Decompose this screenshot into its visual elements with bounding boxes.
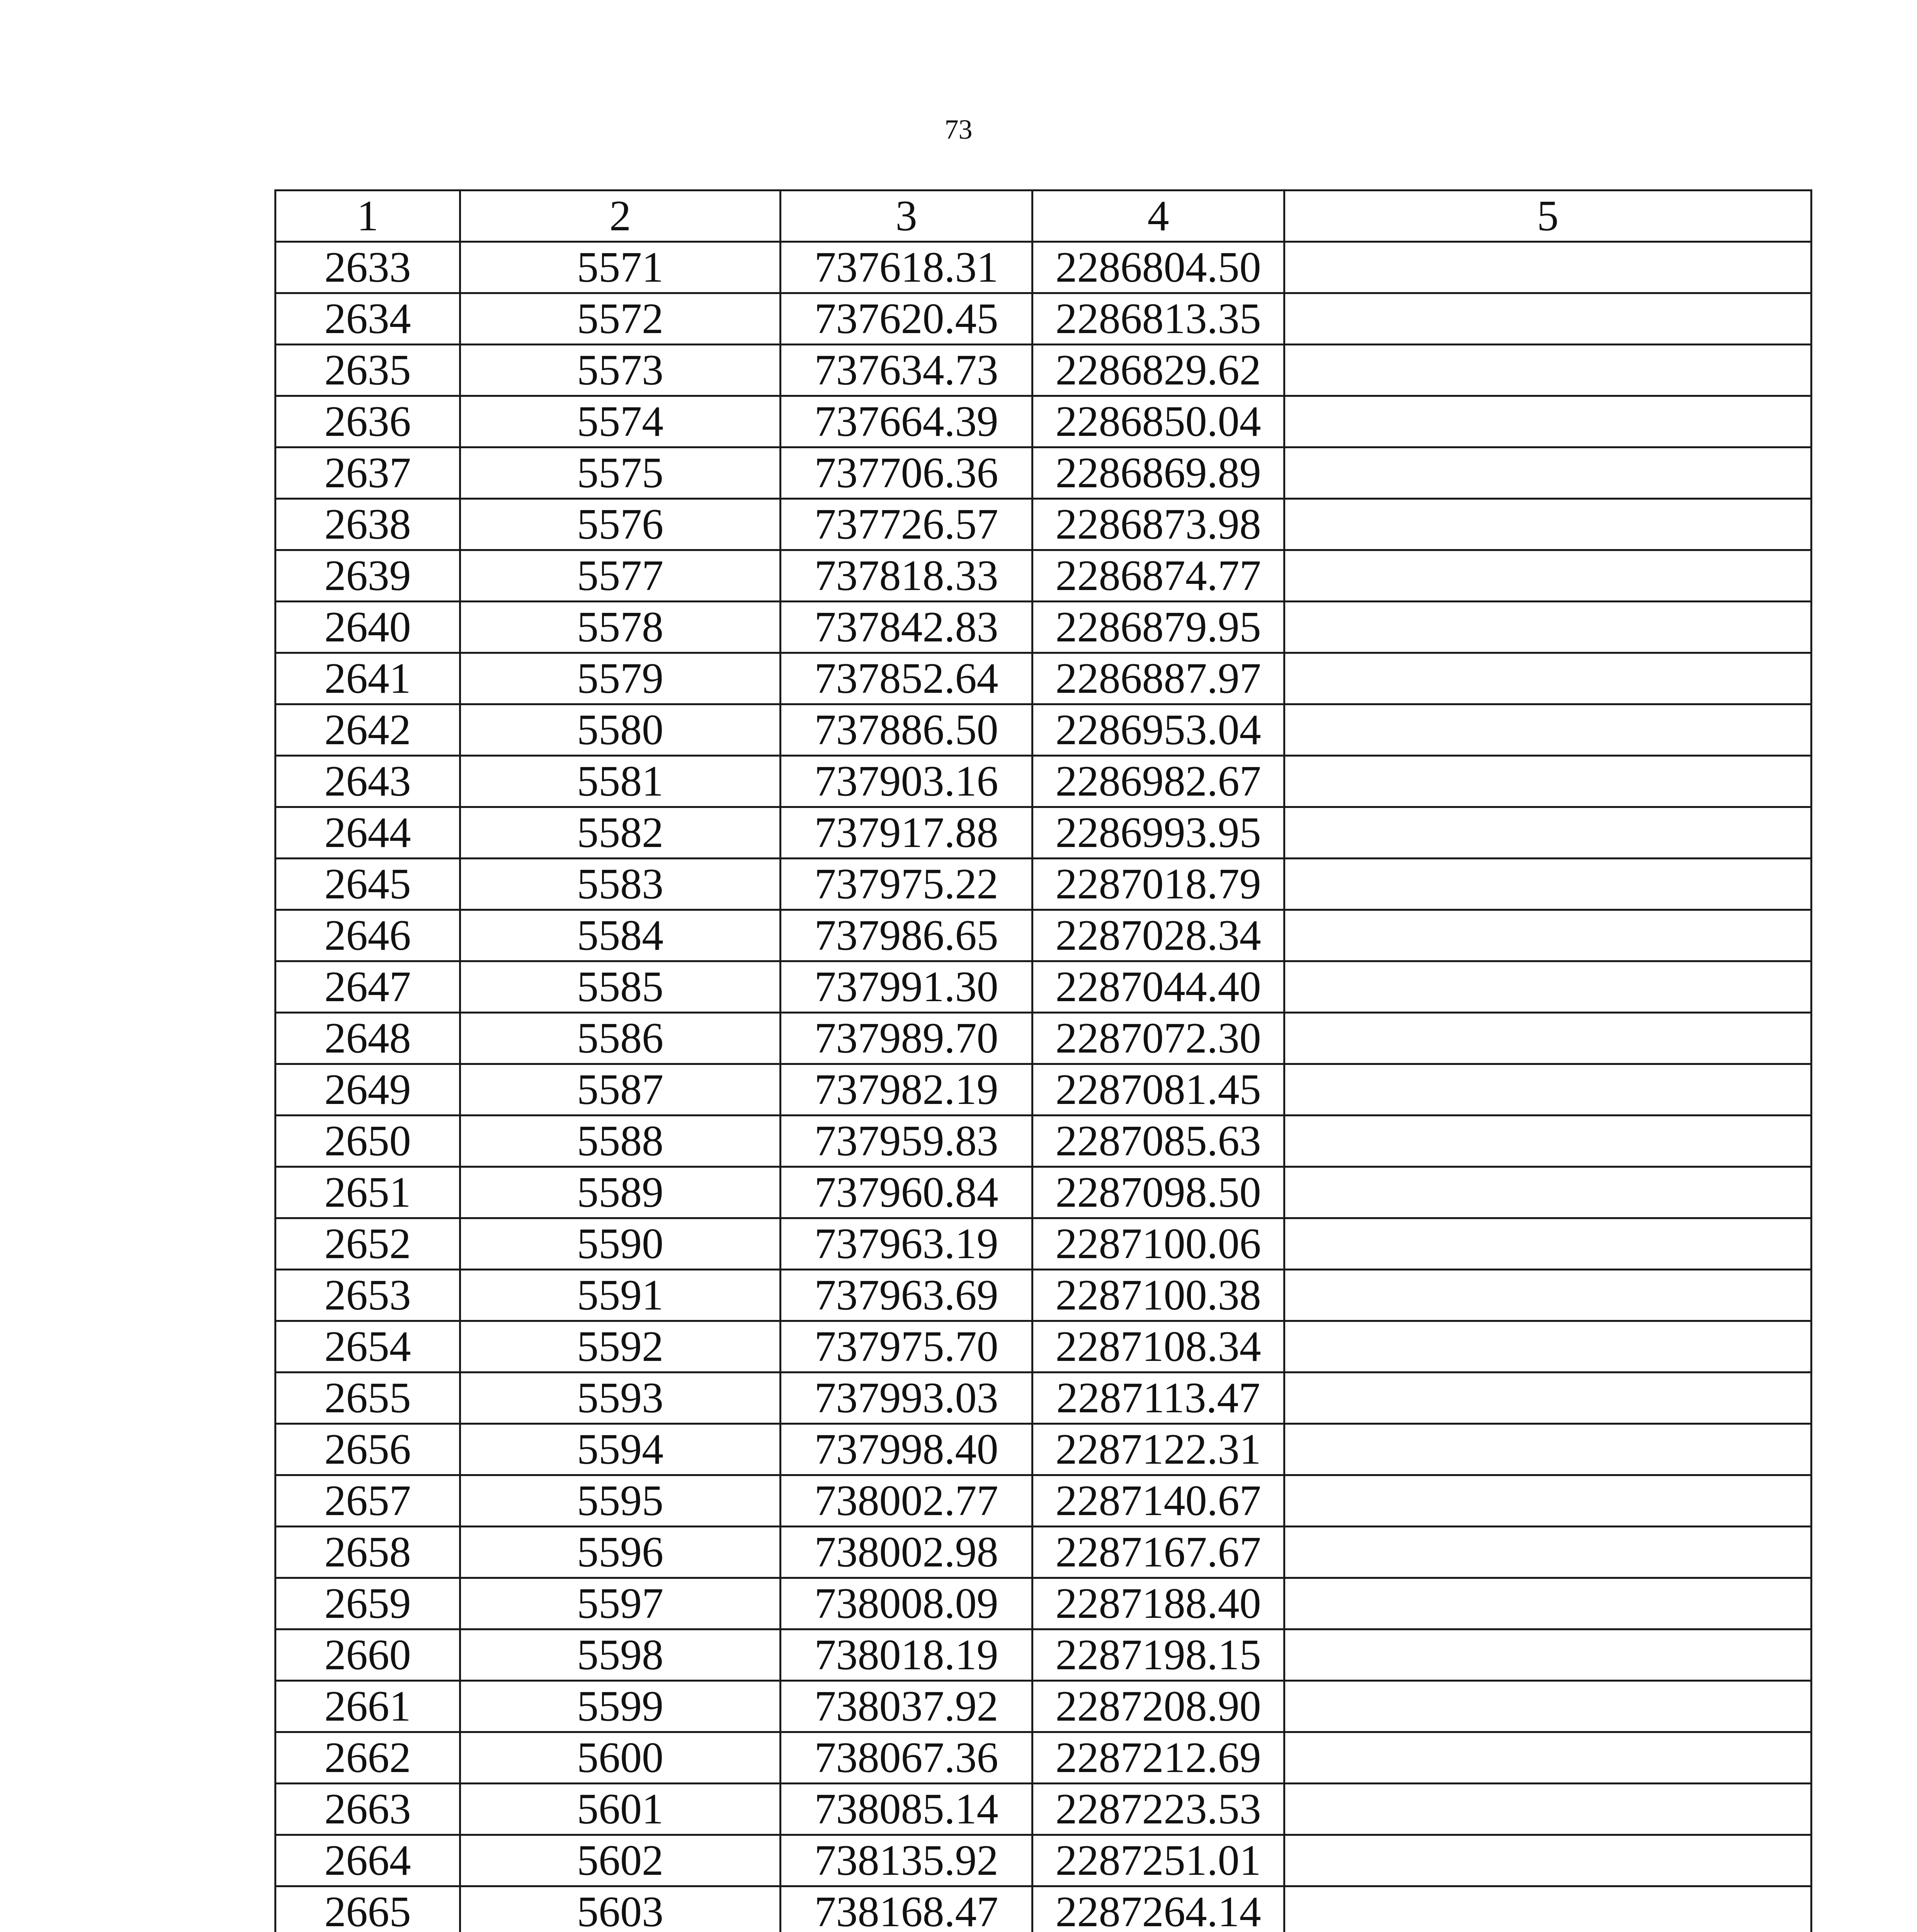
row-index-cell: 2663 — [276, 1784, 460, 1835]
point-id-cell: 5596 — [460, 1527, 781, 1578]
point-id-cell: 5581 — [460, 756, 781, 807]
table-row — [276, 1835, 1812, 1886]
coordinates-table — [274, 189, 1812, 1932]
point-id-cell: 5588 — [460, 1116, 781, 1167]
header-cell-1: 1 — [276, 190, 460, 242]
point-id-cell: 5573 — [460, 345, 781, 396]
y-coordinate-cell: 2287100.06 — [1032, 1218, 1284, 1270]
row-index-cell: 2651 — [276, 1167, 460, 1218]
point-id-cell: 5582 — [460, 807, 781, 859]
x-coordinate-cell: 737975.22 — [781, 859, 1032, 910]
header-cell-4: 4 — [1032, 190, 1284, 242]
y-coordinate-cell: 2286869.89 — [1032, 447, 1284, 499]
y-coordinate-cell: 2286850.04 — [1032, 396, 1284, 447]
x-coordinate-cell: 737998.40 — [781, 1424, 1032, 1475]
table-row — [276, 242, 1812, 293]
note-cell — [1284, 807, 1812, 859]
row-index-cell: 2648 — [276, 1013, 460, 1064]
y-coordinate-cell: 2287167.67 — [1032, 1527, 1284, 1578]
row-index-cell: 2649 — [276, 1064, 460, 1116]
table-row — [276, 1424, 1812, 1475]
row-index-cell: 2633 — [276, 242, 460, 293]
page-number: 73 — [944, 114, 973, 145]
y-coordinate-cell: 2286993.95 — [1032, 807, 1284, 859]
note-cell — [1284, 242, 1812, 293]
row-index-cell: 2653 — [276, 1270, 460, 1321]
point-id-cell: 5571 — [460, 242, 781, 293]
x-coordinate-cell: 737903.16 — [781, 756, 1032, 807]
row-index-cell: 2660 — [276, 1629, 460, 1681]
x-coordinate-cell: 737963.19 — [781, 1218, 1032, 1270]
note-cell — [1284, 756, 1812, 807]
y-coordinate-cell: 2287098.50 — [1032, 1167, 1284, 1218]
table-row — [276, 1681, 1812, 1732]
row-index-cell: 2643 — [276, 756, 460, 807]
row-index-cell: 2637 — [276, 447, 460, 499]
y-coordinate-cell: 2287212.69 — [1032, 1732, 1284, 1784]
x-coordinate-cell: 737726.57 — [781, 499, 1032, 550]
header-cell-3: 3 — [781, 190, 1032, 242]
note-cell — [1284, 396, 1812, 447]
row-index-cell: 2652 — [276, 1218, 460, 1270]
y-coordinate-cell: 2286829.62 — [1032, 345, 1284, 396]
header-row — [276, 190, 1812, 242]
point-id-cell: 5572 — [460, 293, 781, 345]
table-row — [276, 1475, 1812, 1527]
table-row — [276, 293, 1812, 345]
row-index-cell: 2659 — [276, 1578, 460, 1629]
table-row — [276, 807, 1812, 859]
x-coordinate-cell: 737618.31 — [781, 242, 1032, 293]
table-row — [276, 1732, 1812, 1784]
note-cell — [1284, 499, 1812, 550]
table-row — [276, 1013, 1812, 1064]
note-cell — [1284, 859, 1812, 910]
y-coordinate-cell: 2287208.90 — [1032, 1681, 1284, 1732]
point-id-cell: 5578 — [460, 602, 781, 653]
note-cell — [1284, 293, 1812, 345]
x-coordinate-cell: 737886.50 — [781, 704, 1032, 756]
point-id-cell: 5591 — [460, 1270, 781, 1321]
point-id-cell: 5600 — [460, 1732, 781, 1784]
note-cell — [1284, 653, 1812, 704]
note-cell — [1284, 1475, 1812, 1527]
y-coordinate-cell: 2286953.04 — [1032, 704, 1284, 756]
note-cell — [1284, 1218, 1812, 1270]
note-cell — [1284, 961, 1812, 1013]
header-cell-5: 5 — [1284, 190, 1812, 242]
note-cell — [1284, 1372, 1812, 1424]
point-id-cell: 5601 — [460, 1784, 781, 1835]
note-cell — [1284, 1064, 1812, 1116]
note-cell — [1284, 602, 1812, 653]
note-cell — [1284, 1321, 1812, 1372]
y-coordinate-cell: 2286804.50 — [1032, 242, 1284, 293]
table-row — [276, 1886, 1812, 1932]
point-id-cell: 5594 — [460, 1424, 781, 1475]
point-id-cell: 5585 — [460, 961, 781, 1013]
x-coordinate-cell: 737986.65 — [781, 910, 1032, 961]
table-row — [276, 1629, 1812, 1681]
point-id-cell: 5574 — [460, 396, 781, 447]
table-row — [276, 653, 1812, 704]
x-coordinate-cell: 737664.39 — [781, 396, 1032, 447]
y-coordinate-cell: 2286874.77 — [1032, 550, 1284, 602]
y-coordinate-cell: 2287140.67 — [1032, 1475, 1284, 1527]
x-coordinate-cell: 738135.92 — [781, 1835, 1032, 1886]
note-cell — [1284, 1732, 1812, 1784]
row-index-cell: 2638 — [276, 499, 460, 550]
table-row — [276, 961, 1812, 1013]
row-index-cell: 2650 — [276, 1116, 460, 1167]
x-coordinate-cell: 737852.64 — [781, 653, 1032, 704]
point-id-cell: 5575 — [460, 447, 781, 499]
y-coordinate-cell: 2287100.38 — [1032, 1270, 1284, 1321]
note-cell — [1284, 345, 1812, 396]
row-index-cell: 2656 — [276, 1424, 460, 1475]
point-id-cell: 5576 — [460, 499, 781, 550]
table-body — [276, 242, 1812, 1932]
table-row — [276, 447, 1812, 499]
x-coordinate-cell: 738018.19 — [781, 1629, 1032, 1681]
x-coordinate-cell: 737960.84 — [781, 1167, 1032, 1218]
note-cell — [1284, 1424, 1812, 1475]
x-coordinate-cell: 738008.09 — [781, 1578, 1032, 1629]
note-cell — [1284, 1270, 1812, 1321]
point-id-cell: 5577 — [460, 550, 781, 602]
point-id-cell: 5602 — [460, 1835, 781, 1886]
row-index-cell: 2646 — [276, 910, 460, 961]
table-row — [276, 1270, 1812, 1321]
x-coordinate-cell: 738168.47 — [781, 1886, 1032, 1932]
y-coordinate-cell: 2287198.15 — [1032, 1629, 1284, 1681]
point-id-cell: 5590 — [460, 1218, 781, 1270]
y-coordinate-cell: 2287122.31 — [1032, 1424, 1284, 1475]
note-cell — [1284, 1886, 1812, 1932]
y-coordinate-cell: 2287072.30 — [1032, 1013, 1284, 1064]
table-header — [276, 190, 1812, 242]
y-coordinate-cell: 2287188.40 — [1032, 1578, 1284, 1629]
row-index-cell: 2645 — [276, 859, 460, 910]
row-index-cell: 2641 — [276, 653, 460, 704]
x-coordinate-cell: 737842.83 — [781, 602, 1032, 653]
x-coordinate-cell: 737620.45 — [781, 293, 1032, 345]
point-id-cell: 5603 — [460, 1886, 781, 1932]
y-coordinate-cell: 2287085.63 — [1032, 1116, 1284, 1167]
row-index-cell: 2642 — [276, 704, 460, 756]
note-cell — [1284, 1167, 1812, 1218]
row-index-cell: 2665 — [276, 1886, 460, 1932]
y-coordinate-cell: 2287264.14 — [1032, 1886, 1284, 1932]
row-index-cell: 2647 — [276, 961, 460, 1013]
y-coordinate-cell: 2287018.79 — [1032, 859, 1284, 910]
point-id-cell: 5580 — [460, 704, 781, 756]
x-coordinate-cell: 737634.73 — [781, 345, 1032, 396]
y-coordinate-cell: 2287081.45 — [1032, 1064, 1284, 1116]
table-row — [276, 704, 1812, 756]
table-row — [276, 1578, 1812, 1629]
table-row — [276, 1784, 1812, 1835]
y-coordinate-cell: 2287044.40 — [1032, 961, 1284, 1013]
x-coordinate-cell: 737993.03 — [781, 1372, 1032, 1424]
row-index-cell: 2644 — [276, 807, 460, 859]
y-coordinate-cell: 2287223.53 — [1032, 1784, 1284, 1835]
note-cell — [1284, 1629, 1812, 1681]
x-coordinate-cell: 737959.83 — [781, 1116, 1032, 1167]
y-coordinate-cell: 2287113.47 — [1032, 1372, 1284, 1424]
x-coordinate-cell: 737917.88 — [781, 807, 1032, 859]
row-index-cell: 2634 — [276, 293, 460, 345]
table-row — [276, 1372, 1812, 1424]
y-coordinate-cell: 2287251.01 — [1032, 1835, 1284, 1886]
y-coordinate-cell: 2286813.35 — [1032, 293, 1284, 345]
note-cell — [1284, 910, 1812, 961]
y-coordinate-cell: 2286982.67 — [1032, 756, 1284, 807]
point-id-cell: 5592 — [460, 1321, 781, 1372]
table-row — [276, 1218, 1812, 1270]
x-coordinate-cell: 737706.36 — [781, 447, 1032, 499]
row-index-cell: 2658 — [276, 1527, 460, 1578]
row-index-cell: 2639 — [276, 550, 460, 602]
x-coordinate-cell: 737963.69 — [781, 1270, 1032, 1321]
x-coordinate-cell: 738067.36 — [781, 1732, 1032, 1784]
y-coordinate-cell: 2286887.97 — [1032, 653, 1284, 704]
note-cell — [1284, 1835, 1812, 1886]
note-cell — [1284, 1116, 1812, 1167]
row-index-cell: 2664 — [276, 1835, 460, 1886]
x-coordinate-cell: 738002.98 — [781, 1527, 1032, 1578]
note-cell — [1284, 704, 1812, 756]
point-id-cell: 5598 — [460, 1629, 781, 1681]
note-cell — [1284, 1013, 1812, 1064]
row-index-cell: 2640 — [276, 602, 460, 653]
row-index-cell: 2654 — [276, 1321, 460, 1372]
table-row — [276, 550, 1812, 602]
point-id-cell: 5579 — [460, 653, 781, 704]
x-coordinate-cell: 738085.14 — [781, 1784, 1032, 1835]
note-cell — [1284, 447, 1812, 499]
x-coordinate-cell: 738002.77 — [781, 1475, 1032, 1527]
x-coordinate-cell: 738037.92 — [781, 1681, 1032, 1732]
note-cell — [1284, 1527, 1812, 1578]
table-row — [276, 1064, 1812, 1116]
point-id-cell: 5599 — [460, 1681, 781, 1732]
point-id-cell: 5589 — [460, 1167, 781, 1218]
point-id-cell: 5586 — [460, 1013, 781, 1064]
x-coordinate-cell: 737991.30 — [781, 961, 1032, 1013]
point-id-cell: 5593 — [460, 1372, 781, 1424]
x-coordinate-cell: 737989.70 — [781, 1013, 1032, 1064]
point-id-cell: 5583 — [460, 859, 781, 910]
note-cell — [1284, 1578, 1812, 1629]
table-row — [276, 499, 1812, 550]
table-row — [276, 1167, 1812, 1218]
point-id-cell: 5587 — [460, 1064, 781, 1116]
table-row — [276, 1321, 1812, 1372]
y-coordinate-cell: 2286879.95 — [1032, 602, 1284, 653]
x-coordinate-cell: 737975.70 — [781, 1321, 1032, 1372]
table-row — [276, 910, 1812, 961]
row-index-cell: 2662 — [276, 1732, 460, 1784]
table-row — [276, 756, 1812, 807]
x-coordinate-cell: 737818.33 — [781, 550, 1032, 602]
row-index-cell: 2635 — [276, 345, 460, 396]
row-index-cell: 2636 — [276, 396, 460, 447]
table-row — [276, 345, 1812, 396]
note-cell — [1284, 1784, 1812, 1835]
table-row — [276, 396, 1812, 447]
y-coordinate-cell: 2286873.98 — [1032, 499, 1284, 550]
row-index-cell: 2657 — [276, 1475, 460, 1527]
row-index-cell: 2655 — [276, 1372, 460, 1424]
x-coordinate-cell: 737982.19 — [781, 1064, 1032, 1116]
y-coordinate-cell: 2287028.34 — [1032, 910, 1284, 961]
row-index-cell: 2661 — [276, 1681, 460, 1732]
point-id-cell: 5584 — [460, 910, 781, 961]
table-row — [276, 1116, 1812, 1167]
point-id-cell: 5597 — [460, 1578, 781, 1629]
table-row — [276, 859, 1812, 910]
point-id-cell: 5595 — [460, 1475, 781, 1527]
table-row — [276, 1527, 1812, 1578]
table-row — [276, 602, 1812, 653]
note-cell — [1284, 550, 1812, 602]
y-coordinate-cell: 2287108.34 — [1032, 1321, 1284, 1372]
header-cell-2: 2 — [460, 190, 781, 242]
note-cell — [1284, 1681, 1812, 1732]
